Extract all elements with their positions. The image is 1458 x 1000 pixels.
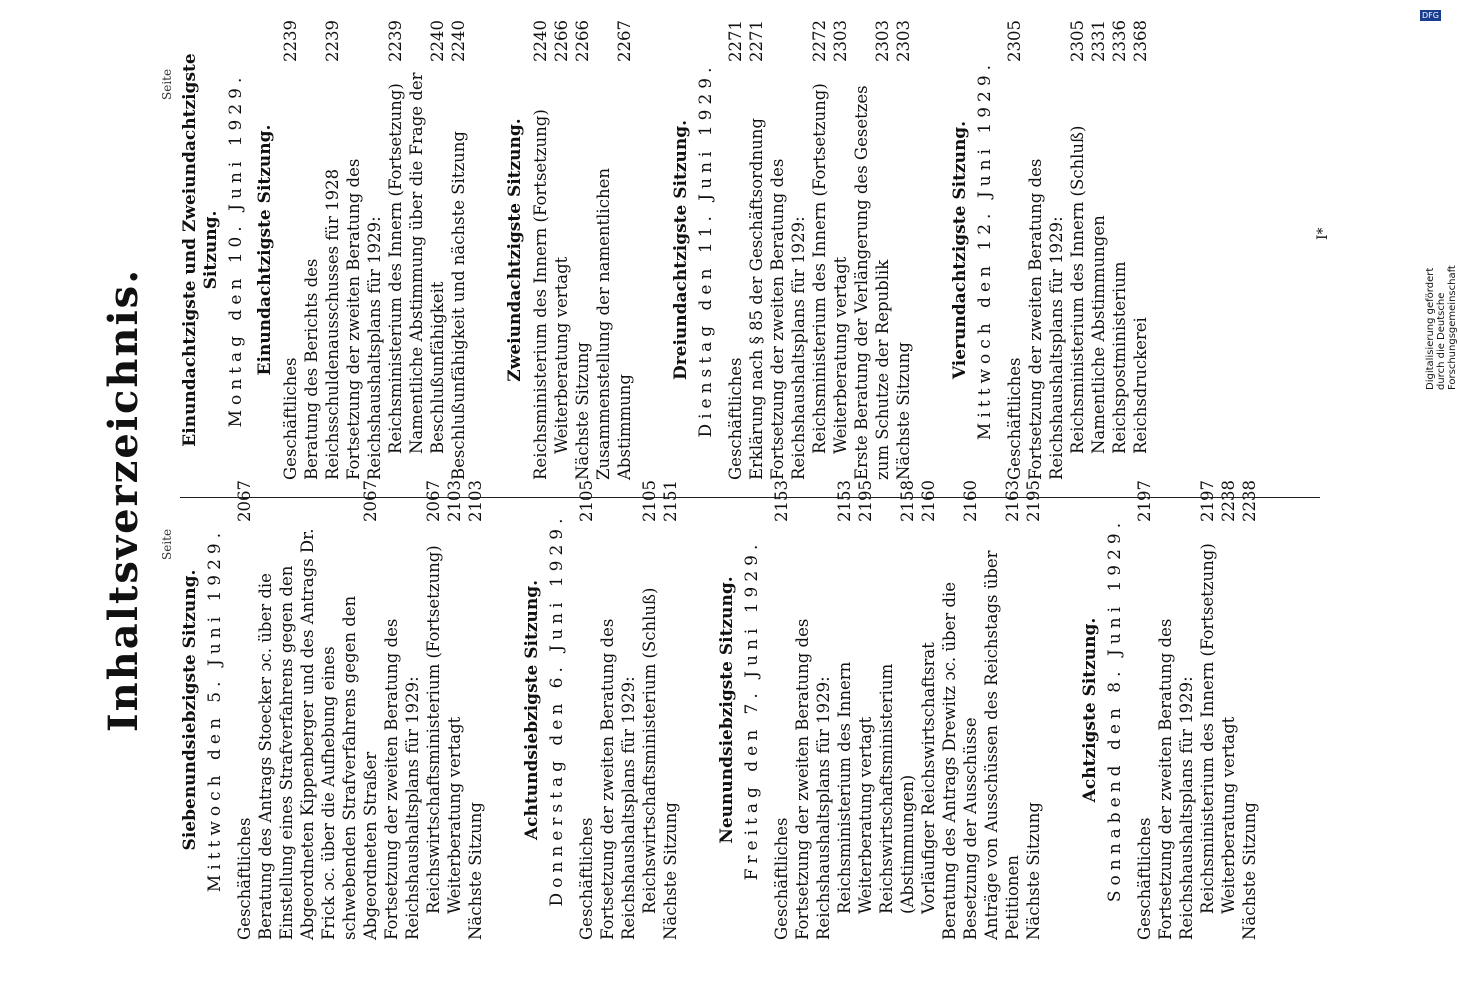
section-date: Mittwoch den 5. Juni 1929. [205, 527, 225, 893]
entry-page: 2163 [1003, 480, 1022, 522]
digitization-note: Digitalisierung gefördert durch die Deutsche Forschungsgemeinschaft [1425, 265, 1458, 390]
seite-label-right: Seite [160, 68, 174, 100]
toc-entry [939, 480, 981, 940]
entry-text: Zusammenstellung der namentlichen Abstimmung [594, 168, 634, 480]
section-subtitle: Einundachtzigste Sitzung. [255, 124, 275, 376]
toc-entry [576, 480, 597, 940]
entry-text: Nächste Sitzung [1240, 802, 1259, 940]
entry-text: Fortsetzung der zweiten Beratung des Reichshaushaltsplans für 1929: [598, 618, 638, 940]
entry-text: Weiterberatung vertagt [856, 716, 875, 914]
entry-page: 2197 [1135, 480, 1154, 522]
entry-text: Reichsministerium des Innern (Fortsetzung) [1198, 543, 1217, 914]
entry-page: 2153 [772, 480, 791, 522]
toc-entry [1023, 480, 1044, 940]
toc-entry [572, 20, 593, 480]
entry-page: 2195 [1024, 480, 1043, 522]
entry-text: Beratung des Antrags Drewitz ɔc. über die Besetzung der Ausschüsse [940, 581, 980, 940]
toc-section [717, 480, 1044, 940]
entry-page: 2239 [281, 20, 300, 62]
entry-page: 2272 [810, 20, 829, 62]
toc-entry [448, 20, 469, 480]
toc-section [1080, 480, 1260, 940]
entry-text: Fortsetzung der zweiten Beratung des Reichshaushaltsplans für 1929: [793, 618, 833, 940]
toc-entry [1109, 20, 1130, 480]
entry-page: 2303 [894, 20, 913, 62]
entry-text: Geschäftliches [1135, 817, 1154, 940]
toc-entry [746, 20, 767, 480]
section-title: Dreiundachtzigste Sitzung. [671, 119, 691, 381]
toc-entry [767, 20, 809, 480]
entry-page: 2240 [428, 20, 447, 62]
entry-page: 2067 [361, 480, 380, 522]
footnote-mark: I* [1315, 227, 1331, 240]
toc-entry [1067, 20, 1088, 480]
entry-text: Reichsministerium des Innern [835, 661, 854, 914]
section-title: Zweiundachtzigste Sitzung. [505, 118, 525, 382]
entry-page: 2240 [449, 20, 468, 62]
entry-page: 2240 [531, 20, 550, 62]
toc-entry [981, 480, 1023, 940]
toc-section [180, 480, 486, 940]
entry-text: Namentliche Abstimmungen [1089, 215, 1108, 454]
entry-page: 2067 [424, 480, 443, 522]
entry-page: 2238 [1219, 480, 1238, 522]
entry-text: Weiterberatung vertagt [552, 256, 571, 454]
entry-page: 2271 [726, 20, 745, 62]
dfg-logo: DFG [1422, 11, 1439, 20]
entry-text: Nächste Sitzung [661, 802, 680, 940]
entry-text: Beratung des Antrags Stoecker ɔc. über die Einstellung eines Strafverfahrens gegen den Abgeordneten Kippenberger und des Antrags Dr. Frick ɔc. über die Aufhebung eines schwebenden Strafverfahrens gegen den Abgeordneten Straßer [256, 528, 380, 940]
entry-text: Erklärung nach § 85 der Geschäftsordnung [747, 118, 766, 480]
entry-text: Geschäftliches [281, 357, 300, 480]
entry-page: 2267 [615, 20, 634, 62]
left-column [180, 480, 1296, 940]
entry-text: Reichsministerium des Innern (Fortsetzung) [386, 83, 405, 454]
toc-entry [830, 20, 851, 480]
entry-text: Erste Beratung der Verlängerung des Gesetzes zum Schutze der Republik [852, 85, 892, 480]
toc-entry [385, 20, 406, 480]
toc-section [671, 20, 914, 480]
section-title: Einundachtzigste und Zweiundachtzigste Sitzung. [180, 53, 221, 447]
entry-page: 2105 [640, 480, 659, 522]
section-title: Achtzigste Sitzung. [1080, 617, 1100, 803]
section-date: Montag den 10. Juni 1929. [226, 72, 246, 428]
entry-text: Weiterberatung vertagt [831, 256, 850, 454]
toc-entry [809, 20, 830, 480]
entry-page: 2303 [831, 20, 850, 62]
section-date: Donnerstag den 6. Juni 1929. [547, 513, 567, 907]
toc-entry [725, 20, 746, 480]
toc-entry [1197, 480, 1218, 940]
entry-page: 2151 [661, 480, 680, 522]
toc-entry [255, 480, 381, 940]
entry-page: 2303 [873, 20, 892, 62]
toc-entry [597, 480, 639, 940]
entry-text: Geschäftliches [235, 817, 254, 940]
entry-page: 2197 [1198, 480, 1217, 522]
toc-entry [423, 480, 444, 940]
seite-label-left: Seite [160, 528, 174, 560]
entry-page: 2336 [1110, 20, 1129, 62]
entry-page: 2368 [1131, 20, 1150, 62]
entry-text: Fortsetzung der zweiten Beratung des Reichshaushaltsplans für 1929: [1156, 618, 1196, 940]
toc-entry [660, 480, 681, 940]
toc-section [950, 20, 1151, 480]
toc-entry [1025, 20, 1067, 480]
entry-text: Beratung des Berichts des Reichsschuldenausschusses für 1928 [302, 168, 342, 480]
entry-text: Reichspostministerium [1110, 261, 1129, 454]
toc-entry [551, 20, 572, 480]
entry-text: Nächste Sitzung [1024, 802, 1043, 940]
toc-entry [1155, 480, 1197, 940]
entry-text: Anträge von Ausschüssen des Reichstags über Petitionen [982, 550, 1022, 940]
entry-text: Vorläufiger Reichswirtschaftsrat [919, 642, 938, 914]
entry-text: Reichsministerium des Innern (Fortsetzung) [810, 83, 829, 454]
entry-text: Fortsetzung der zweiten Beratung des Reichshaushaltsplans für 1929: [1026, 158, 1066, 480]
entry-page: 2239 [386, 20, 405, 62]
entry-text: Geschäftliches [577, 817, 596, 940]
section-title: Achtundsiebzigste Sitzung. [522, 580, 542, 841]
entry-page: 2239 [323, 20, 342, 62]
entry-page: 2195 [856, 480, 875, 522]
entry-page: 2103 [466, 480, 485, 522]
section-title: Siebenundsiebzigste Sitzung. [180, 569, 200, 851]
entry-page: 2266 [552, 20, 571, 62]
toc-entry [855, 480, 876, 940]
toc-entry [639, 480, 660, 940]
toc-entry [792, 480, 834, 940]
entry-text: Fortsetzung der zweiten Beratung des Reichshaushaltsplans für 1929: [344, 158, 384, 480]
toc-entry [406, 20, 448, 480]
entry-text: Weiterberatung vertagt [445, 716, 464, 914]
right-column [180, 20, 1187, 480]
toc-section [180, 20, 469, 480]
section-date: Freitag den 7. Juni 1929. [742, 539, 762, 881]
section-date: Mittwoch den 12. Juni 1929. [975, 59, 995, 441]
entry-page: 2266 [573, 20, 592, 62]
toc-entry [1134, 480, 1155, 940]
toc-entry [465, 480, 486, 940]
toc-entry [918, 480, 939, 940]
toc-entry [893, 20, 914, 480]
toc-entry [834, 480, 855, 940]
toc-entry [1130, 20, 1151, 480]
toc-entry [851, 20, 893, 480]
entry-text: Fortsetzung der zweiten Beratung des Reichshaushaltsplans für 1929: [382, 618, 422, 940]
entry-page: 2160 [919, 480, 938, 522]
toc-entry [1004, 20, 1025, 480]
entry-text: Nächste Sitzung [573, 342, 592, 480]
entry-text: Reichsdruckerei [1131, 317, 1150, 454]
toc-entry [381, 480, 423, 940]
section-date: Sonnabend den 8. Juni 1929. [1105, 517, 1125, 903]
entry-page: 2153 [835, 480, 854, 522]
entry-text: Geschäftliches [726, 357, 745, 480]
toc-entry [234, 480, 255, 940]
entry-page: 2305 [1005, 20, 1024, 62]
toc-entry [1088, 20, 1109, 480]
section-date: Dienstag den 11. Juni 1929. [696, 62, 716, 438]
entry-text: Nächste Sitzung [894, 342, 913, 480]
entry-page: 2305 [1068, 20, 1087, 62]
toc-entry [876, 480, 918, 940]
entry-page: 2105 [577, 480, 596, 522]
entry-text: Namentliche Abstimmung über die Frage der Beschlußunfähigkeit [407, 72, 447, 454]
toc-entry [280, 20, 301, 480]
toc-entry [444, 480, 465, 940]
entry-text: Geschäftliches [772, 817, 791, 940]
entry-page: 2271 [747, 20, 766, 62]
entry-text: Beschlußunfähigkeit und nächste Sitzung [449, 131, 468, 480]
entry-page: 2158 [898, 480, 917, 522]
toc-entry [530, 20, 551, 480]
toc-entry [1239, 480, 1260, 940]
entry-page: 2067 [235, 480, 254, 522]
section-title: Neunundsiebzigste Sitzung. [717, 576, 737, 844]
toc-entry [343, 20, 385, 480]
entry-text: Reichsministerium des Innern (Fortsetzung) [531, 109, 550, 480]
entry-text: Geschäftliches [1005, 357, 1024, 480]
toc-section [522, 480, 681, 940]
entry-text: Reichswirtschaftsministerium (Abstimmungen) [877, 663, 917, 914]
toc-entry [593, 20, 635, 480]
entry-text: Nächste Sitzung [466, 802, 485, 940]
toc-section [505, 20, 635, 480]
entry-text: Weiterberatung vertagt [1219, 716, 1238, 914]
entry-page: 2331 [1089, 20, 1108, 62]
entry-text: Reichswirtschaftsministerium (Fortsetzung) [424, 545, 443, 914]
entry-text: Fortsetzung der zweiten Beratung des Reichshaushaltsplans für 1929: [768, 158, 808, 480]
page-title: Inhaltsverzeichnis. [100, 267, 147, 733]
entry-page: 2160 [961, 480, 980, 522]
toc-entry [771, 480, 792, 940]
section-title: Vierundachtzigste Sitzung. [950, 120, 970, 380]
entry-page: 2238 [1240, 480, 1259, 522]
entry-page: 2103 [445, 480, 464, 522]
entry-text: Reichsministerium des Innern (Schluß) [1068, 125, 1087, 454]
entry-text: Reichswirtschaftsministerium (Schluß) [640, 587, 659, 914]
toc-entry [1218, 480, 1239, 940]
toc-entry [301, 20, 343, 480]
